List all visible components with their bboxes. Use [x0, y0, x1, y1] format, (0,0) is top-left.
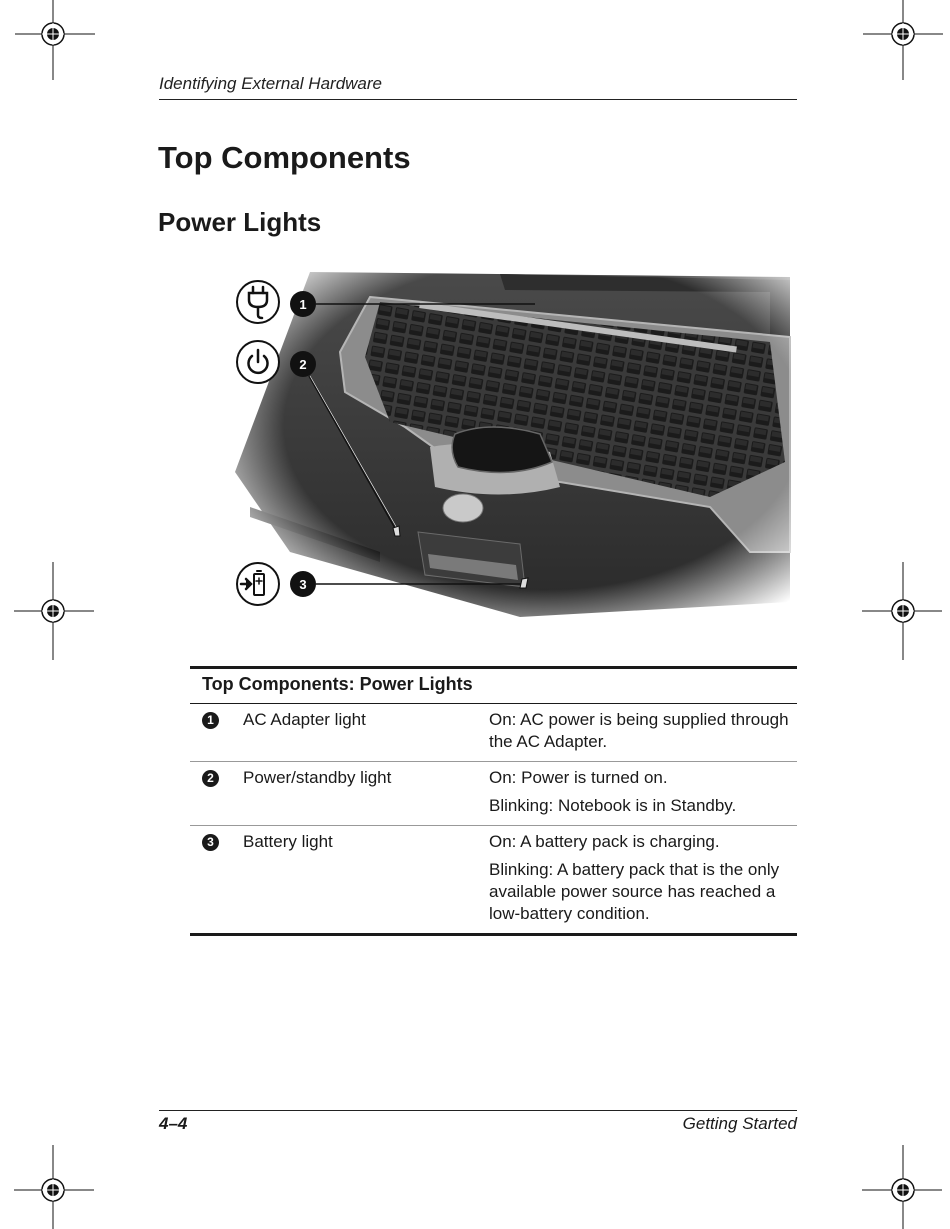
registration-mark-top-right [848, 0, 950, 110]
description-line: Blinking: Notebook is in Standby. [489, 796, 737, 815]
component-description [489, 709, 797, 753]
page-number: 4–4 [159, 1114, 188, 1133]
laptop-illustration [230, 262, 800, 624]
component-name: Power/standby light [243, 768, 392, 787]
registration-mark-top-left [0, 0, 110, 110]
registration-mark-bottom-left [0, 1119, 110, 1229]
running-footer [159, 1110, 797, 1134]
component-description [489, 831, 797, 925]
component-name: Battery light [243, 832, 333, 851]
component-description [489, 767, 797, 817]
description-line: On: Power is turned on. [489, 768, 668, 787]
running-head: Identifying External Hardware [159, 74, 797, 100]
components-table [190, 666, 797, 936]
registration-mark-bottom-right [848, 1119, 950, 1229]
component-name: AC Adapter light [243, 710, 366, 729]
callout-3-number: 3 [299, 577, 307, 592]
description-line: On: AC power is being supplied through the AC Adapter. [489, 710, 789, 751]
description-line: On: A battery pack is charging. [489, 832, 720, 851]
registration-mark-mid-left [0, 556, 110, 666]
row-number-badge: 3 [202, 834, 219, 851]
row-number-badge: 2 [202, 770, 219, 787]
laptop-top-view-figure [230, 262, 800, 624]
table-row [190, 704, 797, 762]
book-title: Getting Started [682, 1114, 797, 1133]
row-number-badge: 1 [202, 712, 219, 729]
table-title: Top Components: Power Lights [190, 669, 797, 704]
table-row [190, 826, 797, 933]
table-row [190, 762, 797, 826]
callout-1-number: 1 [299, 297, 307, 312]
section-heading: Power Lights [158, 207, 322, 237]
description-line: Blinking: A battery pack that is the only available power source has reached a low-battery condition. [489, 860, 780, 923]
page-title: Top Components [158, 140, 411, 175]
registration-mark-mid-right [848, 556, 950, 666]
callout-2-number: 2 [299, 357, 307, 372]
